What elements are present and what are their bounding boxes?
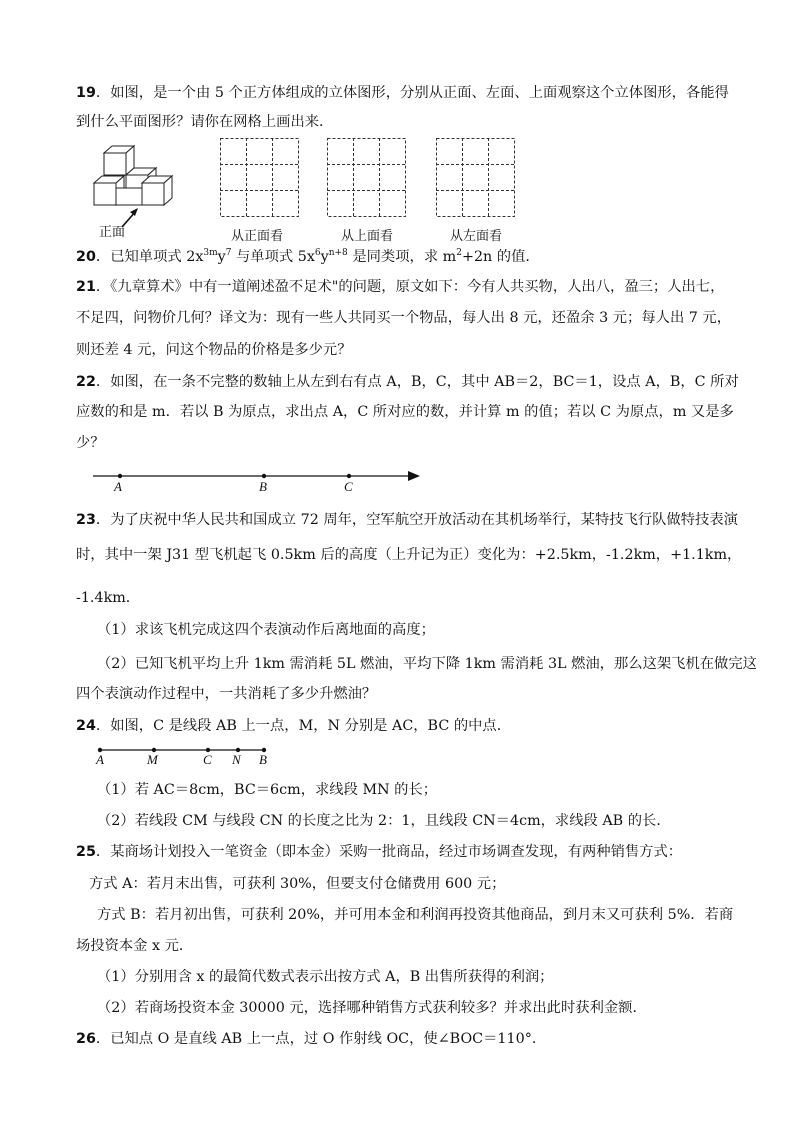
q26-number: 26	[76, 1031, 96, 1047]
q24-number: 24	[76, 718, 96, 734]
q19-line1: 19．如图，是一个由 5 个正方体组成的立体图形，分别从正面、左面、上面观察这个立体图形，各能得	[76, 85, 729, 101]
segment-ab	[95, 744, 270, 756]
q22-line3: 少？	[76, 435, 105, 451]
q23-sub1: （1）求该飞机完成这四个表演动作后离地面的高度；	[97, 622, 435, 638]
q25-sub2: （2）若商场投资本金 30000 元，选择哪种销售方式获利较多？并求出此时获利金额．	[97, 1000, 647, 1016]
q21-number: 21	[76, 279, 96, 295]
q24-sub1: （1）若 AC＝8cm，BC＝6cm，求线段 MN 的长；	[97, 782, 438, 798]
number-line	[90, 466, 425, 486]
grid-top	[327, 138, 407, 218]
q25-way-a: 方式 A：若月末出售，可获利 30%，但要支付仓储费用 600 元；	[89, 876, 506, 892]
label-b: B	[259, 479, 267, 494]
q19-line2: 到什么平面图形？请你在网格上画出来．	[76, 114, 334, 130]
seg-label-a: A	[96, 752, 104, 767]
q23-number: 23	[76, 512, 96, 528]
caption-top-view: 从上面看	[341, 229, 394, 244]
q23-line3: -1.4km．	[76, 590, 141, 606]
q22-number: 22	[76, 374, 96, 390]
q21-line1: 21．《九章算术》中有一道阐述盈不足术"的问题，原文如下：今有人共买物，人出八，盈三；人出七，	[76, 279, 725, 295]
q25-number: 25	[76, 844, 96, 860]
q22-line1: 22．如图，在一条不完整的数轴上从左到右有点 A，B，C，其中 AB＝2，BC＝1，设点 A，B，C 所对	[76, 374, 739, 390]
q25-way-b2: 场投资本金 x 元．	[76, 938, 194, 954]
seg-label-m: M	[147, 752, 158, 767]
grid-front	[220, 138, 300, 218]
q22-line2: 应数的和是 m．若以 B 为原点，求出点 A，C 所对应的数，并计算 m 的值；若以 C 为原点，m 又是多	[76, 404, 734, 420]
seg-label-c: C	[203, 752, 212, 767]
q25-sub1: （1）分别用含 x 的最简代数式表示出按方式 A，B 出售所获得的利润；	[97, 969, 554, 985]
q26-line1: 26．已知点 O 是直线 AB 上一点，过 O 作射线 OC，使∠BOC＝110°．	[76, 1031, 547, 1047]
seg-label-b: B	[259, 752, 267, 767]
q21-line3: 则还差 4 元，问这个物品的价格是多少元？	[76, 342, 352, 358]
q23-line2: 时，其中一架 J31 型飞机起飞 0.5km 后的高度（上升记为正）变化为：+2.5km，-1.2km，+1.1km，	[76, 547, 742, 563]
seg-label-n: N	[232, 752, 241, 767]
point-c	[347, 474, 351, 478]
q25-line1: 25．某商场计划投入一笔资金（即本金）采购一批商品，经过市场调查发现，有两种销售方式：	[76, 844, 683, 860]
q20-number: 20	[76, 249, 96, 265]
q21-line2: 不足四，问物价几何？译文为：现有一些人共同买一个物品，每人出 8 元，还盈余 3 元；每人出 7 元，	[76, 310, 732, 326]
label-c: C	[344, 479, 353, 494]
point-a	[118, 474, 122, 478]
front-label: 正面	[99, 225, 126, 240]
q25-way-b1: 方式 B：若月初出售，可获利 20%，并可用本金和利润再投资其他商品，到月末又可获利 5%．若商	[97, 907, 734, 923]
q20-line1: 20．已知单项式 $2x^{3m}y^7$ 与单项式 $5x^6y^{n+8}$ 是同类项，求 $m^2+2n$ 的值．	[76, 248, 540, 265]
q23-sub2a: （2）已知飞机平均上升 1km 需消耗 5L 燃油，平均下降 1km 需消耗 3L 燃油，那么这架飞机在做完这	[97, 656, 757, 672]
q24-sub2: （2）若线段 CM 与线段 CN 的长度之比为 2：1，且线段 CN＝4cm，求线段 AB 的长．	[97, 813, 671, 829]
caption-front-view: 从正面看	[231, 229, 284, 244]
q19-number: 19	[76, 85, 96, 101]
q24-line1: 24．如图，C 是线段 AB 上一点，M，N 分别是 AC，BC 的中点．	[76, 718, 512, 734]
q23-line1: 23．为了庆祝中华人民共和国成立 72 周年，空军航空开放活动在其机场举行，某特技飞行队做特技表演	[76, 512, 738, 528]
label-a: A	[114, 479, 122, 494]
grid-left	[436, 138, 516, 218]
caption-left-view: 从左面看	[450, 229, 503, 244]
q23-sub2b: 四个表演动作过程中，一共消耗了多少升燃油？	[76, 686, 377, 702]
point-b	[262, 474, 266, 478]
